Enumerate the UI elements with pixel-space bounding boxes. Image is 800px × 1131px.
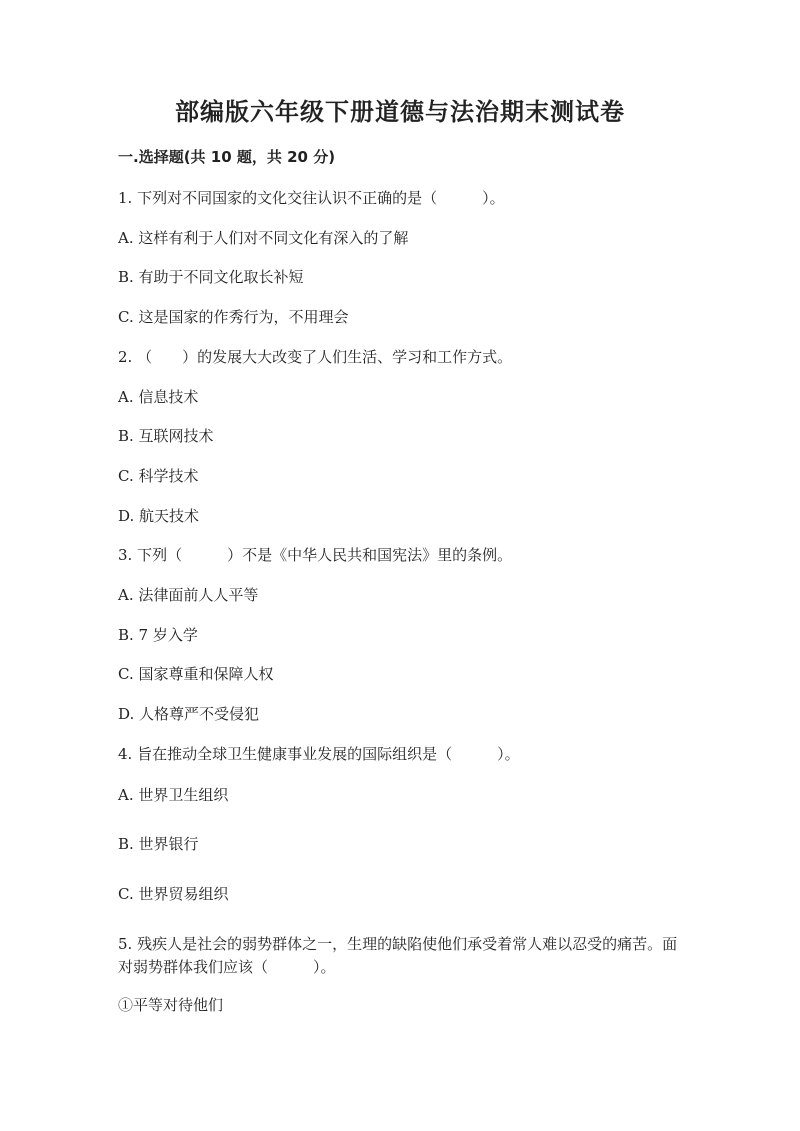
question-3-option-c: C. 国家尊重和保障人权: [118, 665, 274, 683]
question-3-option-d: D. 人格尊严不受侵犯: [118, 705, 260, 723]
question-1-option-b: B. 有助于不同文化取长补短: [118, 268, 304, 286]
question-1-option-c: C. 这是国家的作秀行为，不用理会: [118, 308, 349, 326]
question-4-stem: 4. 旨在推动全球卫生健康事业发展的国际组织是（ ）。: [118, 745, 520, 763]
question-3-stem: 3. 下列（ ）不是《中华人民共和国宪法》里的条例。: [118, 546, 513, 564]
question-3-option-b: B. 7 岁入学: [118, 626, 198, 644]
question-3-option-a: A. 法律面前人人平等: [118, 586, 259, 604]
question-4-option-b: B. 世界银行: [118, 835, 199, 853]
question-1-option-a: A. 这样有利于人们对不同文化有深入的了解: [118, 229, 409, 247]
question-2-option-c: C. 科学技术: [118, 467, 199, 485]
section-heading: 一.选择题(共 10 题，共 20 分): [118, 148, 336, 166]
question-5-option-1: ①平等对待他们: [118, 996, 224, 1014]
question-2-option-a: A. 信息技术: [118, 388, 199, 406]
page-title: 部编版六年级下册道德与法治期末测试卷: [175, 97, 625, 126]
question-2-option-d: D. 航天技术: [118, 507, 200, 525]
question-2-option-b: B. 互联网技术: [118, 427, 214, 445]
question-1-stem: 1. 下列对不同国家的文化交往认识不正确的是（ ）。: [118, 189, 505, 207]
question-5-stem: 5. 残疾人是社会的弱势群体之一，生理的缺陷使他们承受着常人难以忍受的痛苦。面对弱势群体我们应该（ ）。: [118, 935, 678, 976]
question-4-option-a: A. 世界卫生组织: [118, 786, 229, 804]
question-2-stem: 2. （ ）的发展大大改变了人们生活、学习和工作方式。: [118, 348, 513, 366]
question-4-option-c: C. 世界贸易组织: [118, 885, 229, 903]
